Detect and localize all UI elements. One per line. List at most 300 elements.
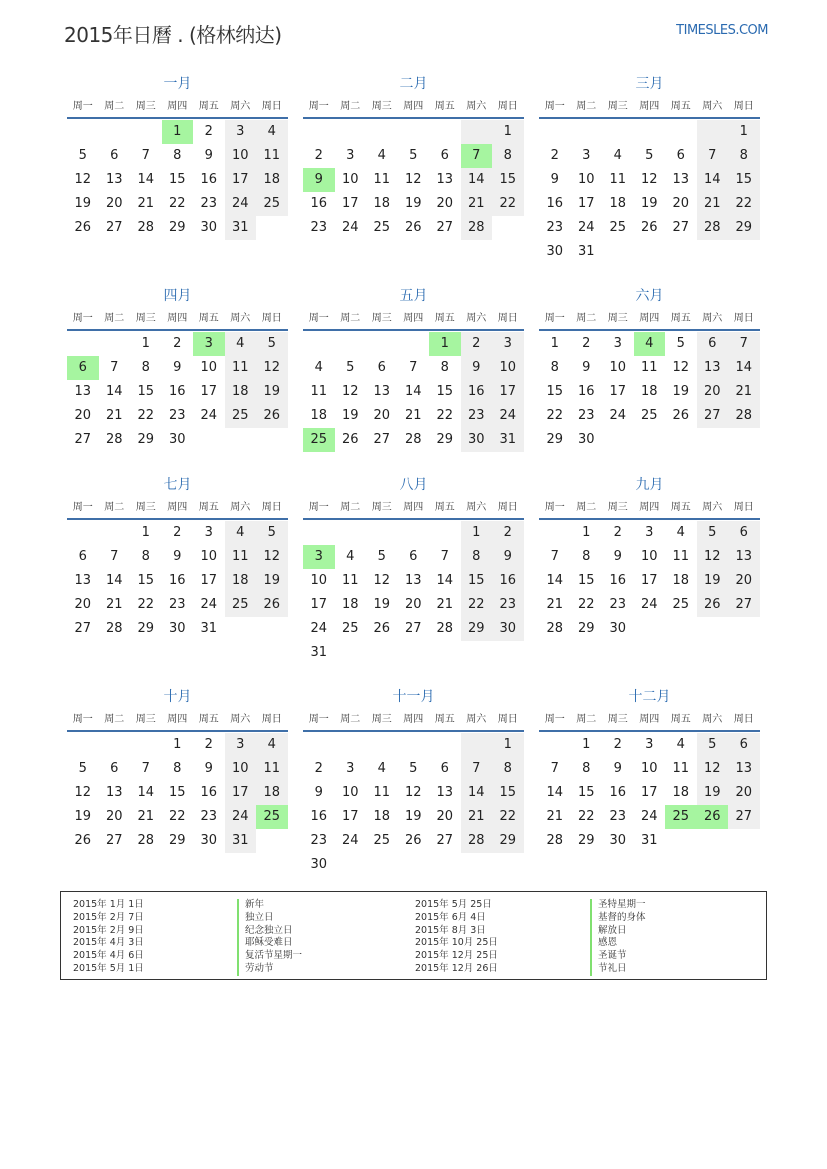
month-title: 十一月: [392, 689, 435, 705]
day-cell: 14: [461, 781, 493, 805]
day-cell: 9: [173, 549, 182, 564]
day-cell: 2: [204, 124, 213, 139]
day-cell: 3: [645, 737, 654, 752]
day-cell: 23: [577, 408, 595, 423]
day-cell: 6: [728, 733, 760, 757]
day-cell-empty: [335, 853, 367, 877]
day-cell-empty: [665, 829, 697, 853]
weekday-header: [303, 710, 524, 732]
day-cell: 23: [200, 809, 218, 824]
day-cell-empty: [461, 733, 493, 757]
day-cell: 26: [697, 593, 729, 617]
day-cell: 24: [492, 404, 524, 428]
day-cell: 30: [609, 833, 627, 848]
holiday-day-cell: 25: [665, 805, 697, 829]
day-cell: 30: [461, 428, 493, 452]
day-cell: 27: [74, 432, 92, 447]
day-cell: 26: [74, 833, 92, 848]
weekday-label: 周一: [544, 714, 565, 725]
weekday-label: 周一: [308, 502, 329, 513]
day-cell: 5: [256, 521, 288, 545]
weekday-label: 周三: [607, 502, 628, 513]
day-cell: 21: [137, 809, 155, 824]
weekday-header: [539, 498, 760, 520]
day-cell: 6: [409, 549, 418, 564]
day-cell: 23: [492, 593, 524, 617]
day-cell: 1: [582, 525, 591, 540]
day-cell: 23: [168, 597, 186, 612]
day-cell: 21: [728, 380, 760, 404]
weekday-label: 周一: [544, 502, 565, 513]
day-cell: 19: [373, 597, 391, 612]
day-cell: 13: [436, 785, 454, 800]
day-cell: 21: [436, 597, 454, 612]
day-cell-empty: [602, 120, 634, 144]
day-cell: 18: [256, 781, 288, 805]
holiday-dates-col-1: [73, 899, 144, 976]
weekday-header: [67, 97, 288, 119]
day-cell: 3: [225, 733, 257, 757]
day-cell-empty: [461, 641, 493, 665]
day-cell: 23: [310, 833, 328, 848]
day-cell-empty: [335, 733, 367, 757]
day-cell: 2: [461, 332, 493, 356]
day-cell: 31: [225, 216, 257, 240]
day-cell: 2: [613, 737, 622, 752]
day-cell: 30: [200, 833, 218, 848]
month-block: [539, 286, 760, 452]
day-cell-empty: [697, 428, 729, 452]
day-cell: 15: [728, 168, 760, 192]
day-cell: 25: [609, 220, 627, 235]
weekday-label: 周三: [607, 313, 628, 324]
holiday-name: 耶稣受难日: [237, 937, 302, 950]
day-cell-empty: [634, 120, 666, 144]
day-cell-empty: [303, 521, 335, 545]
day-cell: 21: [546, 597, 564, 612]
day-cell: 27: [74, 621, 92, 636]
day-cell: 3: [613, 336, 622, 351]
day-cell: 30: [310, 857, 328, 872]
weekday-label: 周五: [198, 101, 219, 112]
day-cell: 7: [550, 761, 559, 776]
month-block: [303, 74, 524, 240]
weekday-label: 周五: [670, 502, 691, 513]
day-cell: 5: [645, 148, 654, 163]
holiday-day-cell: 25: [303, 428, 335, 452]
day-cell: 19: [341, 408, 359, 423]
day-cell: 25: [373, 833, 391, 848]
day-cell: 9: [204, 761, 213, 776]
day-cell: 2: [582, 336, 591, 351]
day-cell: 17: [200, 384, 218, 399]
day-cell: 16: [200, 785, 218, 800]
day-cell: 5: [409, 761, 418, 776]
day-cell: 22: [168, 809, 186, 824]
weekday-label: 周三: [135, 502, 156, 513]
day-cell: 7: [440, 549, 449, 564]
day-cell-empty: [429, 641, 461, 665]
day-cell: 11: [310, 384, 328, 399]
day-cell: 23: [609, 597, 627, 612]
day-cell: 1: [173, 737, 182, 752]
day-cell-empty: [366, 853, 398, 877]
day-cell: 6: [697, 332, 729, 356]
day-cell-empty: [335, 332, 367, 356]
day-cell: 10: [492, 356, 524, 380]
holiday-names-col-2: [590, 899, 646, 976]
day-cell-empty: [571, 120, 603, 144]
holiday-day-cell: 9: [303, 168, 335, 192]
day-cell: 9: [613, 549, 622, 564]
holiday-day-cell: 1: [162, 120, 194, 144]
day-cell: 17: [225, 781, 257, 805]
holiday-name: 劳动节: [237, 963, 302, 976]
day-cell: 18: [256, 168, 288, 192]
day-cell: 2: [314, 148, 323, 163]
day-cell-empty: [366, 120, 398, 144]
day-cell-empty: [429, 853, 461, 877]
day-grid: [303, 733, 524, 877]
day-cell: 4: [256, 120, 288, 144]
day-cell-empty: [665, 617, 697, 641]
day-cell-empty: [728, 617, 760, 641]
month-title: 十月: [163, 689, 192, 705]
weekday-label: 周五: [434, 714, 455, 725]
weekday-label: 周日: [733, 101, 754, 112]
day-cell: 12: [640, 172, 658, 187]
month-title: 四月: [163, 288, 192, 304]
holiday-names-col-1: [237, 899, 302, 976]
day-cell-empty: [429, 521, 461, 545]
day-cell: 29: [461, 617, 493, 641]
day-cell: 2: [173, 525, 182, 540]
day-cell: 1: [492, 733, 524, 757]
day-cell: 17: [640, 573, 658, 588]
holiday-day-cell: 26: [697, 805, 729, 829]
day-cell: 5: [409, 148, 418, 163]
day-cell-empty: [728, 240, 760, 264]
weekday-label: 周四: [639, 313, 660, 324]
day-cell: 10: [200, 360, 218, 375]
day-cell: 31: [640, 833, 658, 848]
day-cell: 11: [672, 761, 690, 776]
weekday-label: 周三: [371, 101, 392, 112]
day-cell: 14: [137, 172, 155, 187]
day-cell: 2: [492, 521, 524, 545]
day-cell: 7: [141, 148, 150, 163]
weekday-label: 周五: [434, 502, 455, 513]
weekday-header: [303, 97, 524, 119]
weekday-label: 周一: [544, 101, 565, 112]
day-cell: 18: [341, 597, 359, 612]
day-cell-empty: [728, 428, 760, 452]
weekday-header: [67, 710, 288, 732]
day-cell: 22: [492, 192, 524, 216]
day-cell-empty: [366, 332, 398, 356]
day-cell-empty: [366, 733, 398, 757]
holiday-dates-col-2: [415, 899, 498, 976]
month-block: [303, 475, 524, 665]
weekday-label: 周一: [72, 313, 93, 324]
month-block: [303, 286, 524, 452]
day-cell: 12: [256, 545, 288, 569]
day-cell: 6: [377, 360, 386, 375]
page-title: 2015年日曆 . (格林纳达): [64, 23, 282, 47]
day-cell: 30: [609, 621, 627, 636]
day-cell-empty: [602, 428, 634, 452]
weekday-label: 周六: [702, 313, 723, 324]
day-cell: 3: [492, 332, 524, 356]
day-cell-empty: [67, 120, 99, 144]
day-cell: 12: [74, 172, 92, 187]
day-cell: 31: [200, 621, 218, 636]
day-cell: 1: [492, 120, 524, 144]
day-cell-empty: [602, 240, 634, 264]
day-cell: 17: [225, 168, 257, 192]
day-cell: 10: [640, 761, 658, 776]
day-cell: 31: [492, 428, 524, 452]
day-cell-empty: [665, 428, 697, 452]
weekday-label: 周一: [72, 714, 93, 725]
holiday-date: 2015年 6月 4日: [415, 911, 486, 923]
day-cell: 26: [373, 621, 391, 636]
day-cell: 13: [697, 356, 729, 380]
holiday-date: 2015年 5月 25日: [415, 899, 492, 910]
day-cell: 27: [105, 220, 123, 235]
day-cell: 16: [168, 573, 186, 588]
day-cell: 29: [728, 216, 760, 240]
month-title: 五月: [399, 288, 428, 304]
site-link[interactable]: TIMESLES.COM: [676, 23, 768, 38]
month-block: [67, 74, 288, 240]
day-cell: 24: [225, 805, 257, 829]
day-cell: 8: [728, 144, 760, 168]
day-cell: 16: [310, 809, 328, 824]
day-cell: 8: [550, 360, 559, 375]
day-cell: 20: [105, 196, 123, 211]
weekday-label: 周二: [104, 502, 125, 513]
day-cell: 4: [225, 332, 257, 356]
day-cell: 31: [225, 829, 257, 853]
day-cell: 27: [404, 621, 422, 636]
day-cell: 4: [377, 761, 386, 776]
day-cell: 27: [728, 593, 760, 617]
day-cell: 28: [461, 216, 493, 240]
weekday-label: 周日: [261, 714, 282, 725]
holiday-day-cell: 1: [429, 332, 461, 356]
day-cell: 5: [78, 148, 87, 163]
day-cell: 4: [346, 549, 355, 564]
day-cell: 17: [200, 573, 218, 588]
day-cell: 6: [110, 761, 119, 776]
day-cell: 7: [409, 360, 418, 375]
weekday-label: 周日: [497, 101, 518, 112]
day-cell: 17: [492, 380, 524, 404]
holiday-day-cell: 3: [193, 332, 225, 356]
weekday-label: 周一: [308, 714, 329, 725]
weekday-label: 周二: [576, 101, 597, 112]
day-cell: 24: [640, 809, 658, 824]
holiday-day-cell: 7: [461, 144, 493, 168]
weekday-label: 周三: [135, 313, 156, 324]
month-block: [67, 687, 288, 853]
day-cell: 6: [78, 549, 87, 564]
day-cell: 12: [697, 545, 729, 569]
day-cell: 7: [728, 332, 760, 356]
day-cell: 25: [672, 597, 690, 612]
day-cell: 20: [728, 781, 760, 805]
weekday-label: 周二: [104, 714, 125, 725]
day-cell: 5: [78, 761, 87, 776]
weekday-label: 周五: [670, 101, 691, 112]
weekday-label: 周六: [230, 101, 251, 112]
weekday-label: 周日: [733, 313, 754, 324]
weekday-label: 周四: [639, 714, 660, 725]
day-cell: 11: [640, 360, 658, 375]
day-cell-empty: [67, 332, 99, 356]
holiday-name: 独立日: [237, 912, 302, 925]
holiday-name: 节礼日: [590, 963, 646, 976]
day-cell: 18: [373, 196, 391, 211]
day-cell: 21: [546, 809, 564, 824]
day-cell: 7: [110, 549, 119, 564]
holiday-day-cell: 6: [67, 356, 99, 380]
weekday-header: [303, 498, 524, 520]
day-cell: 29: [577, 621, 595, 636]
weekday-label: 周六: [230, 502, 251, 513]
day-cell-empty: [634, 240, 666, 264]
day-cell: 17: [310, 597, 328, 612]
day-cell: 16: [609, 573, 627, 588]
day-cell: 27: [697, 404, 729, 428]
month-block: [67, 475, 288, 641]
weekday-label: 周四: [167, 101, 188, 112]
month-block: [539, 74, 760, 264]
day-cell: 3: [204, 525, 213, 540]
day-cell: 14: [105, 573, 123, 588]
day-cell: 30: [168, 621, 186, 636]
day-cell: 19: [74, 809, 92, 824]
day-cell: 12: [404, 172, 422, 187]
day-cell: 24: [225, 192, 257, 216]
day-cell: 9: [492, 545, 524, 569]
day-cell: 22: [577, 809, 595, 824]
day-cell: 19: [404, 809, 422, 824]
day-cell-empty: [256, 428, 288, 452]
day-cell: 30: [492, 617, 524, 641]
day-cell: 4: [377, 148, 386, 163]
day-cell: 20: [697, 380, 729, 404]
day-cell: 27: [436, 833, 454, 848]
day-cell-empty: [429, 733, 461, 757]
day-cell: 11: [672, 549, 690, 564]
day-cell: 16: [200, 172, 218, 187]
weekday-label: 周六: [230, 313, 251, 324]
day-cell: 13: [728, 757, 760, 781]
holiday-date: 2015年 4月 3日: [73, 937, 144, 949]
day-cell: 8: [492, 144, 524, 168]
day-cell: 5: [697, 521, 729, 545]
day-cell: 4: [676, 525, 685, 540]
month-block: [303, 687, 524, 877]
holiday-name: 新年: [237, 899, 302, 912]
day-cell: 3: [645, 525, 654, 540]
day-cell: 12: [373, 573, 391, 588]
weekday-label: 周三: [371, 714, 392, 725]
day-cell: 14: [436, 573, 454, 588]
holiday-date: 2015年 10月 25日: [415, 937, 498, 949]
day-cell: 15: [436, 384, 454, 399]
day-cell: 5: [697, 733, 729, 757]
day-cell: 1: [141, 336, 150, 351]
day-cell: 25: [341, 621, 359, 636]
day-cell: 29: [137, 432, 155, 447]
day-cell-empty: [492, 641, 524, 665]
day-cell: 8: [461, 545, 493, 569]
day-cell-empty: [67, 521, 99, 545]
weekday-label: 周四: [403, 313, 424, 324]
weekday-label: 周二: [576, 502, 597, 513]
day-cell-empty: [539, 521, 571, 545]
day-cell: 15: [546, 384, 564, 399]
day-cell-empty: [130, 120, 162, 144]
day-cell: 23: [461, 404, 493, 428]
day-cell: 14: [461, 168, 493, 192]
weekday-header: [539, 710, 760, 732]
weekday-label: 周四: [167, 502, 188, 513]
holiday-name: 基督的身体: [590, 912, 646, 925]
day-cell: 7: [141, 761, 150, 776]
weekday-label: 周三: [371, 313, 392, 324]
day-cell: 22: [137, 597, 155, 612]
day-cell: 8: [582, 761, 591, 776]
day-cell: 28: [546, 621, 564, 636]
day-cell: 27: [672, 220, 690, 235]
day-grid: [303, 521, 524, 665]
day-grid: [67, 332, 288, 452]
day-cell: 17: [609, 384, 627, 399]
day-cell: 16: [168, 384, 186, 399]
day-cell: 10: [310, 573, 328, 588]
day-cell: 14: [546, 573, 564, 588]
day-cell: 18: [672, 785, 690, 800]
weekday-label: 周二: [104, 101, 125, 112]
day-cell-empty: [303, 733, 335, 757]
day-cell: 13: [728, 545, 760, 569]
day-cell-empty: [335, 521, 367, 545]
weekday-label: 周六: [702, 502, 723, 513]
day-cell: 12: [256, 356, 288, 380]
weekday-label: 周三: [135, 101, 156, 112]
day-cell-empty: [492, 853, 524, 877]
day-cell: 15: [492, 168, 524, 192]
day-cell: 28: [546, 833, 564, 848]
day-cell: 23: [168, 408, 186, 423]
day-cell-empty: [697, 829, 729, 853]
weekday-label: 周二: [576, 714, 597, 725]
day-cell-empty: [539, 733, 571, 757]
weekday-label: 周一: [72, 101, 93, 112]
day-cell: 15: [137, 573, 155, 588]
day-cell: 3: [346, 148, 355, 163]
day-cell: 10: [577, 172, 595, 187]
weekday-label: 周一: [72, 502, 93, 513]
day-cell: 5: [676, 336, 685, 351]
day-cell: 21: [461, 192, 493, 216]
weekday-label: 周六: [466, 502, 487, 513]
day-cell-empty: [99, 120, 131, 144]
